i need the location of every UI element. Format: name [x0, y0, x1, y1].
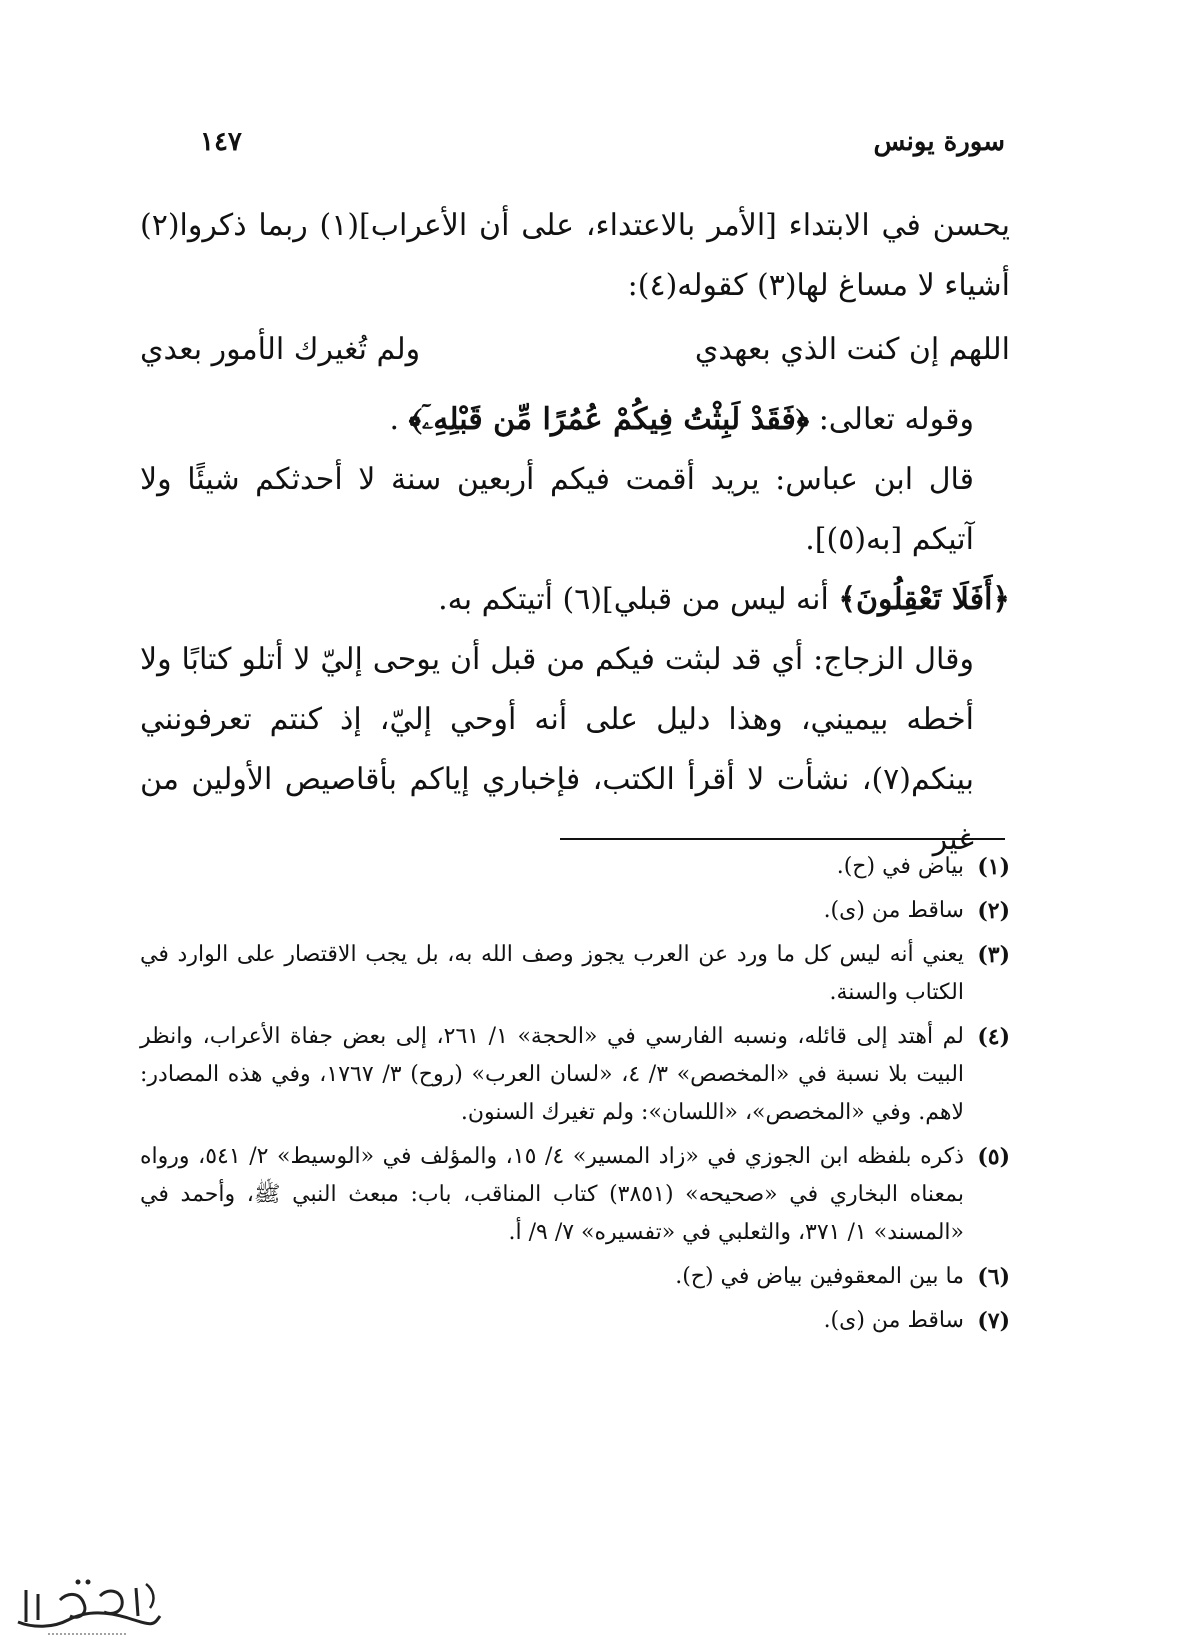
footnote	[140, 936, 1010, 1012]
paragraph-2	[140, 390, 1010, 450]
footnote-text: ساقط من (ى).	[823, 1308, 964, 1333]
footnote-text: بياض في (ح).	[836, 854, 964, 879]
verse-first-hemistich: اللهم إن كنت الذي بعهدي	[694, 332, 1010, 367]
quran-quote-2: ﴿أَفَلَا تَعْقِلُونَ﴾	[838, 582, 1010, 617]
footnote-text: يعني أنه ليس كل ما ورد عن العرب يجوز وصف الله به، بل يجب الاقتصار على الوارد في الكتاب والسنة.	[140, 942, 964, 1005]
footnote	[140, 1302, 1010, 1340]
footnote	[140, 892, 1010, 930]
calligraphy-seal-logo	[8, 1570, 168, 1640]
footnote-number: (٣)	[977, 942, 1010, 968]
paragraph-1: يحسن في الابتداء [الأمر بالاعتداء، على أن الأعراب](١) ربما ذكروا(٢) أشياء لا مساغ لها(٣) كقوله(٤):	[140, 208, 1010, 303]
footnote-number: (٥)	[977, 1144, 1010, 1170]
footnote-number: (٢)	[977, 898, 1010, 924]
seal-calligraphy-icon	[8, 1570, 168, 1640]
period: .	[389, 402, 400, 437]
footnote-text: ما بين المعقوفين بياض في (ح).	[675, 1264, 964, 1289]
footnote-text: ذكره بلفظه ابن الجوزي في «زاد المسير» ٤/ ١٥، والمؤلف في «الوسيط» ٢/ ٥٤١، ورواه بمعناه البخاري في «صحيحه» (٣٨٥١) كتاب المناقب، باب: مبعث النبي ﷺ، وأحمد في «المسند» ١/ ٣٧١، والثعلبي في «تفسيره» ٧/ ٩/ أ.	[140, 1144, 965, 1245]
main-text	[140, 196, 1010, 870]
quran-intro: وقوله تعالى:	[818, 402, 974, 437]
footnote-number: (٦)	[977, 1264, 1010, 1290]
page-number: ١٤٧	[200, 127, 242, 157]
footnote-separator	[560, 838, 1005, 840]
footnotes	[140, 848, 1010, 1346]
footnote-text: ساقط من (ى).	[823, 898, 964, 923]
footnote-text: لم أهتد إلى قائله، ونسبه الفارسي في «الحجة» ١/ ٢٦١، إلى بعض جفاة الأعراب، وانظر البيت بلا نسبة في «المخصص» ٣/ ٤، «لسان العرب» (روح) ٣/ ١٧٦٧، وفي هذه المصادر: لاهم. وفي «المخصص»، «اللسان»: ولم تغيرك السنون.	[140, 1024, 965, 1125]
paragraph-4-rest: أنه ليس من قبلي](٦) أتيتكم به.	[438, 582, 829, 617]
verse-second-hemistich: ولم تُغيرك الأمور بعدي	[140, 332, 421, 367]
running-head	[200, 122, 1005, 162]
footnote	[140, 1018, 1010, 1132]
footnote	[140, 848, 1010, 886]
footnote-number: (١)	[977, 854, 1010, 880]
paragraph-4	[140, 570, 1010, 630]
footnote-number: (٧)	[977, 1308, 1010, 1334]
poetry-verse	[140, 320, 1010, 380]
footnote-number: (٤)	[977, 1024, 1010, 1050]
surah-title: سورة يونس	[873, 127, 1005, 157]
paragraph-5: وقال الزجاج: أي قد لبثت فيكم من قبل أن يوحى إليّ لا أتلو كتابًا ولا أخطه بيميني، وهذا دليل على أنه أوحي إليّ، إذ كنتم تعرفونني بينكم(٧)، نشأت لا أقرأ الكتب، فإخباري إياكم بأقاصيص الأولين من غير	[140, 642, 974, 857]
footnote	[140, 1258, 1010, 1296]
footnote	[140, 1138, 1010, 1252]
quran-quote: ﴿فَقَدْ لَبِثْتُ فِيكُمْ عُمُرًا مِّن قَبْلِهِۦٓ﴾	[408, 402, 810, 437]
paragraph-3: قال ابن عباس: يريد أقمت فيكم أربعين سنة لا أحدثكم شيئًا ولا آتيكم [به(٥)].	[140, 462, 974, 557]
